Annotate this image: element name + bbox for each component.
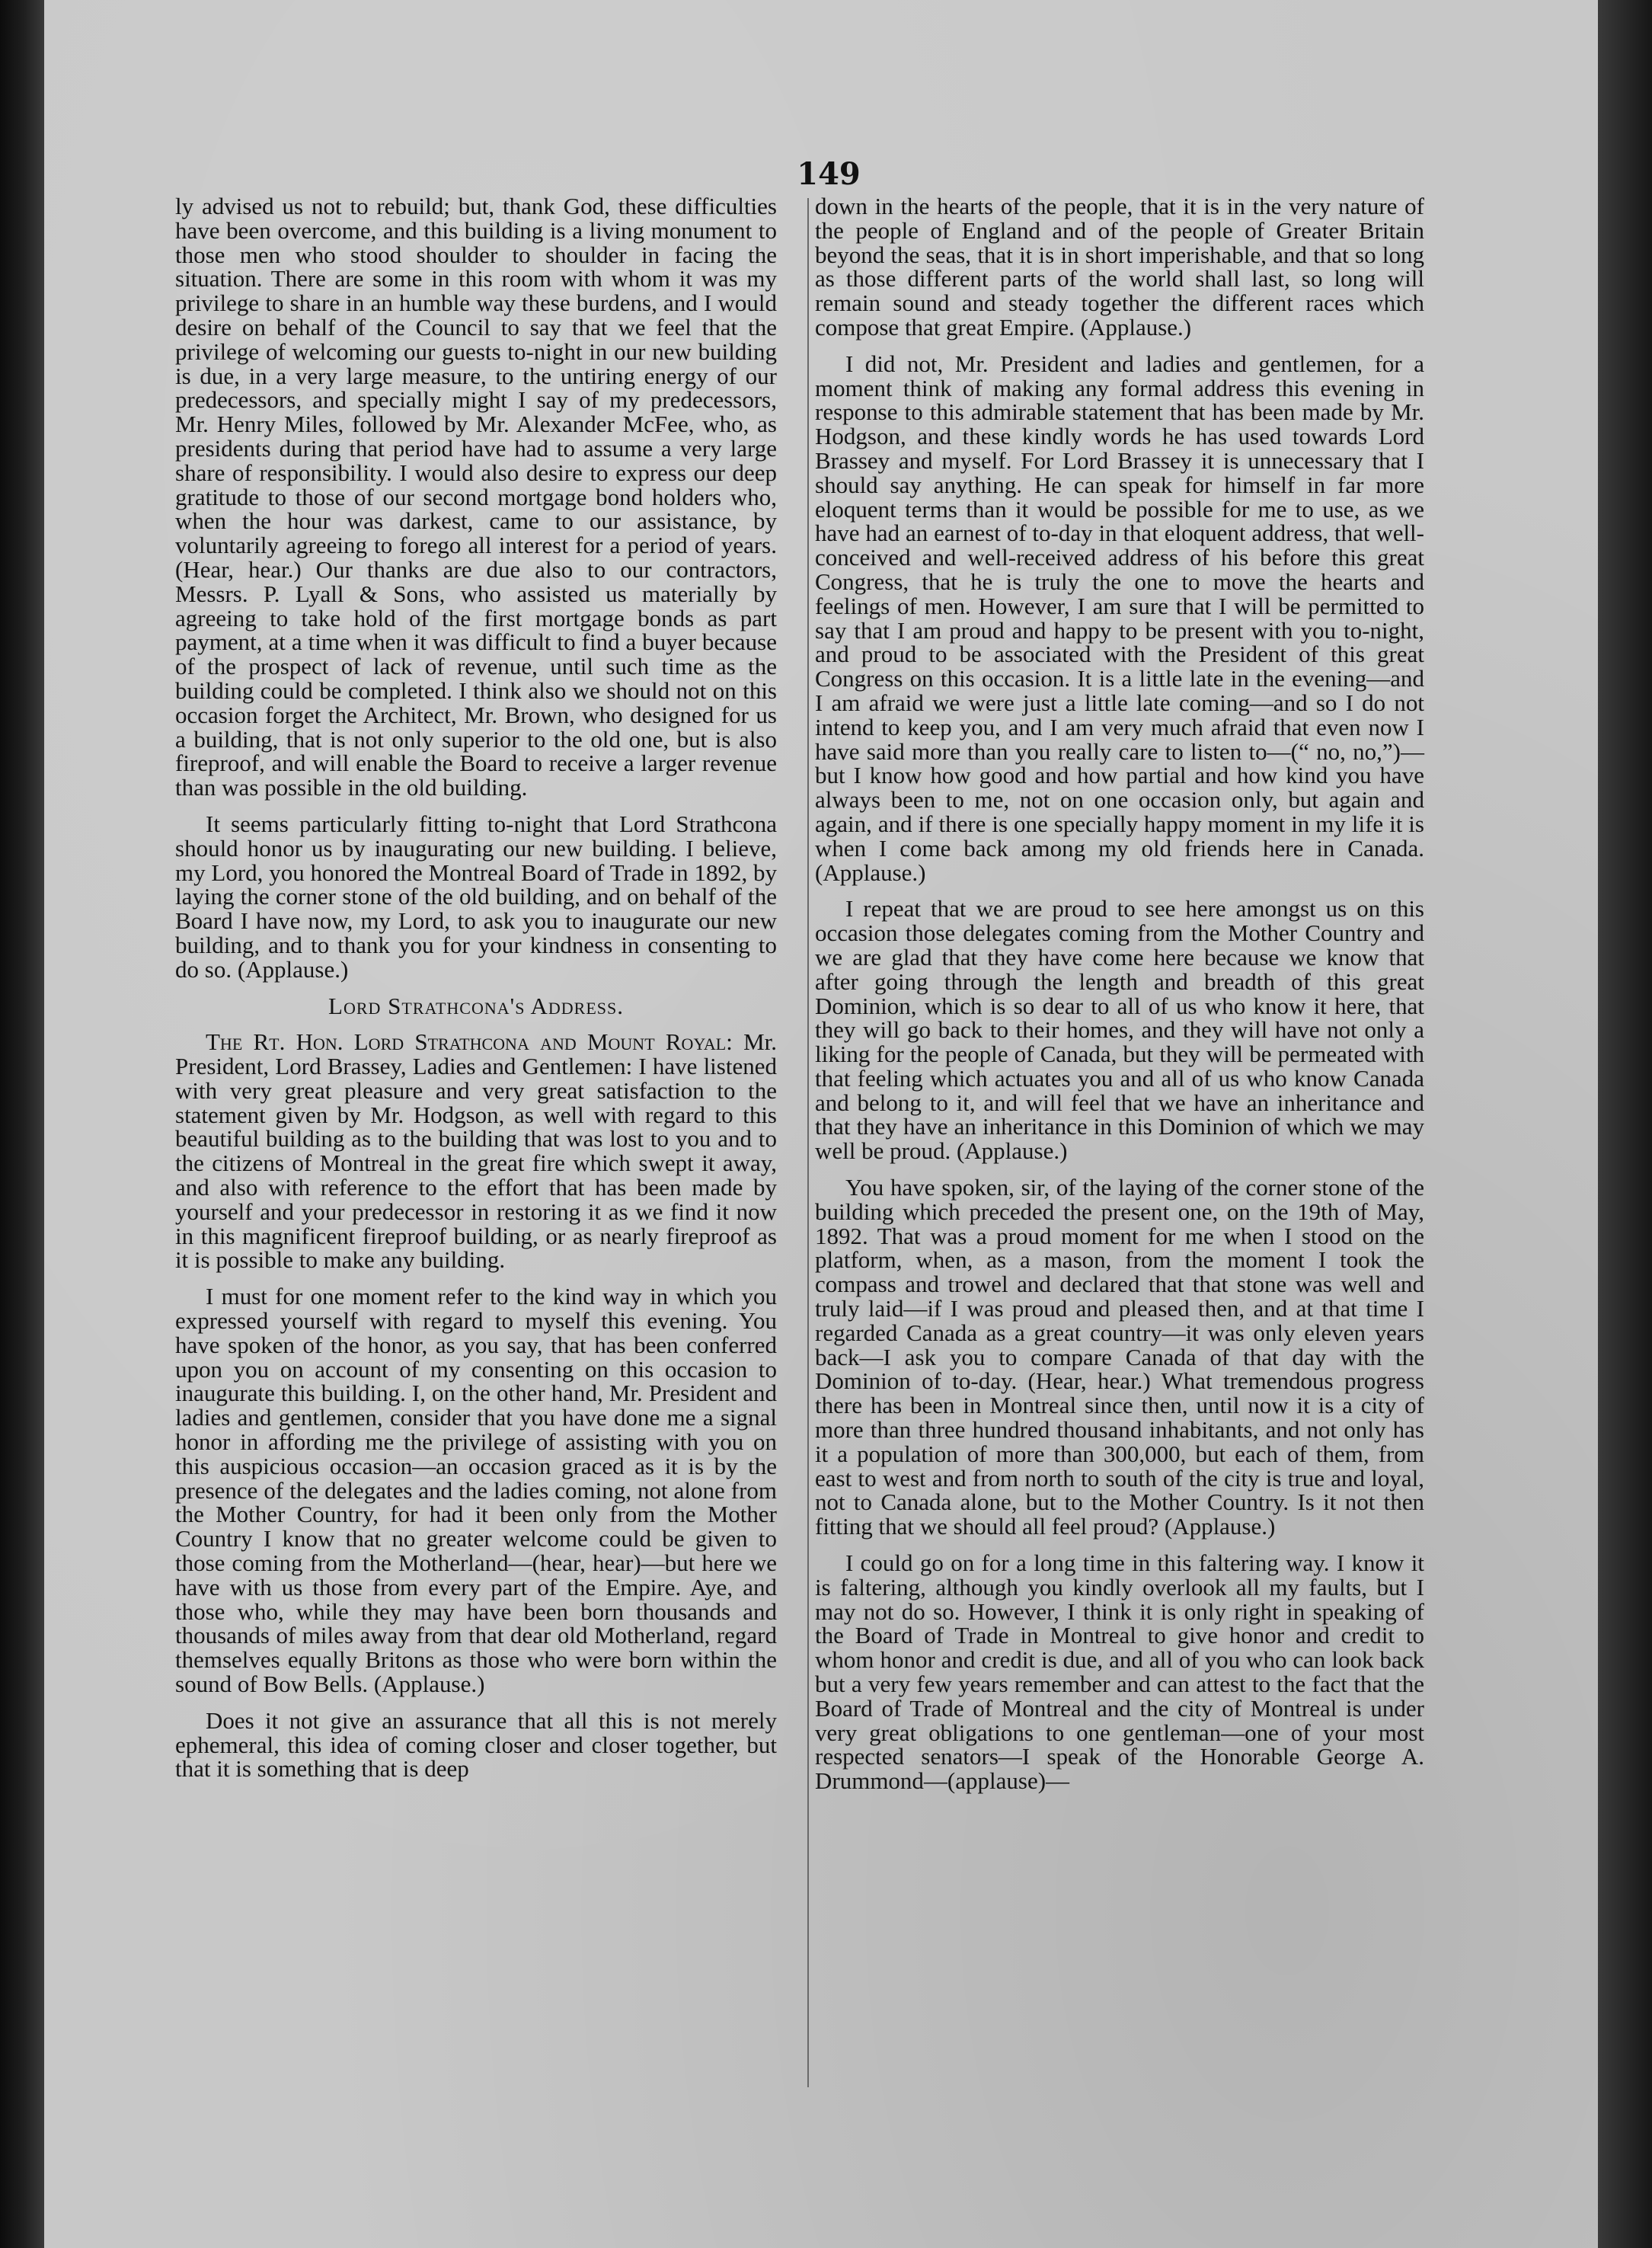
document-page (44, 0, 1598, 2248)
left-paragraph-3-text: Mr. President, Lord Brassey, Ladies and Gentlemen: I have listened with very great pleasure and very great satisfaction to the statement given by Mr. Hodgson, as well with regard to this beautiful building as to the building that was lost to you and to the citizens of Montreal in the great fire which swept it away, and also with reference to the effort that has been made by yourself and your predecessor in restoring it as we find it now in this magnificent fireproof building, or as nearly fireproof as it is possible to make any building. (175, 1028, 778, 1274)
section-heading: Lord Strathcona's Address. (328, 992, 624, 1019)
left-paragraph-5: Does it not give an assurance that all this is not merely ephemeral, this idea of coming closer and closer together, but that it is something that is deep (175, 1706, 777, 1783)
right-paragraph-4: You have spoken, sir, of the laying of the corner stone of the building which preceded the present one, on the 19th of May, 1892. That was a proud moment for me when I stood on the platform, when, as a mason, from the moment I took the compass and trowel and declared that that stone was well and truly laid—if I was proud and pleased then, and at that time I regarded Canada as a great country—it was only eleven years back—I ask you to compare Canada of that day with the Dominion of to-day. (Hear, hear.) What tremendous progress there has been in Montreal since then, until now it is a city of more than three hundred thousand inhabitants, and not only has it a population of more than 300,000, but each of them, from east to west and from north to south of the city is true and loyal, not to Canada alone, but to the Mother Country. Is it not then fitting that we should all feel proud? (Applause.) (815, 1174, 1424, 1540)
right-paragraph-1: down in the hearts of the people, that it is in the very nature of the people of England and of the people of Greater Britain beyond the seas, that it is in short imperishable, and that so long as those different parts of the world shall last, so long will remain sound and steady together the different races which compose that great Empire. (Applause.) (815, 193, 1424, 341)
page-edge-shadow (1598, 0, 1652, 2248)
speaker-name: The Rt. Hon. Lord Strathcona and Mount Royal: (206, 1028, 733, 1056)
left-column (175, 194, 777, 1793)
book-spine-shadow (0, 0, 44, 2248)
right-paragraph-3: I repeat that we are proud to see here amongst us on this occasion those delegates coming from the Mother Country and we are glad that they have come here because we know that after going through the length and breadth of this great Dominion, which is so dear to all of us who know it here, that they will go back to their homes, and they will have not only a liking for the people of Canada, but they will be permeated with that feeling which actuates you and all of us who know Canada and belong to it, and will feel that we have an inheritance and that they have an inheritance in this Dominion of which we may well be proud. (Applause.) (815, 895, 1424, 1165)
right-paragraph-5: I could go on for a long time in this faltering way. I know it is faltering, although you kindly overlook all my faults, but I may not do so. However, I think it is only right in speaking of the Board of Trade in Montreal to give honor and credit to whom honor and credit is due, and all of you who can look back but a very few years remember and can attest to the fact that the Board of Trade of Montreal and the city of Montreal is under very great obligations to one gentleman—one of your most respected senators—I speak of the Honorable George A. Drummond—(applause)— (815, 1549, 1424, 1795)
left-paragraph-1: ly advised us not to rebuild; but, thank God, these difficulties have been overcome, and this building is a living monument to those men who stood shoulder to shoulder in facing the situation. There are some in this room with whom it was my privilege to share in an humble way these burdens, and I would desire on behalf of the Council to say that we feel that the privilege of welcoming our guests to-night in our new building is due, in a very large measure, to the untiring energy of our predecessors, and specially might I say of my predecessors, Mr. Henry Miles, followed by Mr. Alexander McFee, who, as presidents during that period have had to assume a very large share of responsibility. I would also desire to express our deep gratitude to those of our second mortgage bond holders who, when the hour was darkest, came to our assistance, by voluntarily agreeing to forego all interest for a period of years. (Hear, hear.) Our thanks are due also to our contractors, Messrs. P. Lyall & Sons, who assisted us materially by agreeing to take hold of the first mortgage bonds as part payment, at a time when it was difficult to find a buyer because of the prospect of lack of revenue, until such time as the building could be completed. I think also we should not on this occasion forget the Architect, Mr. Brown, who designed for us a building, that is not only superior to the old one, but is also fireproof, and will enable the Board to receive a larger revenue than was possible in the old building. (175, 193, 777, 801)
left-paragraph-3 (175, 1030, 777, 1272)
right-column (815, 194, 1424, 1805)
left-paragraph-4: I must for one moment refer to the kind way in which you expressed yourself with regard to myself this evening. You have spoken of the honor, as you say, that has been conferred upon you on account of my consenting on this occasion to inaugurate this building. I, on the other hand, Mr. President and ladies and gentlemen, consider that you have done me a signal honor in affording me the privilege of assisting with you on this auspicious occasion—an occasion graced as it is by the presence of the delegates and the ladies coming, not alone from the Mother Country, for had it been only from the Mother Country I know that no greater welcome could be given to those coming from the Motherland—(hear, hear)—but here we have with us those from every part of the Empire. Aye, and those who, while they may have been born thousands and thousands of miles away from that dear old Motherland, regard themselves equally Britons as those who were born within the sound of Bow Bells. (Applause.) (175, 1283, 777, 1698)
column-divider (807, 198, 809, 2087)
page-number: 149 (797, 156, 861, 192)
left-paragraph-2: It seems particularly fitting to-night that Lord Strathcona should honor us by inaugurating our new building. I believe, my Lord, you honored the Montreal Board of Trade in 1892, by laying the corner stone of the old building, and on behalf of the Board I have now, my Lord, to ask you to inaugurate our new building, and to thank you for your kindness in consenting to do so. (Applause.) (175, 810, 777, 983)
right-paragraph-2: I did not, Mr. President and ladies and gentlemen, for a moment think of making any formal address this evening in response to this admirable statement that has been made by Mr. Hodgson, and these kindly words he has used towards Lord Brassey and myself. For Lord Brassey it is unnecessary that I should say anything. He can speak for himself in far more eloquent terms than it would be possible for me to use, as we have had an earnest of to-day in that eloquent address, that well-conceived and well-received address of his before this great Congress, that he is truly the one to move the hearts and feelings of men. However, I am sure that I will be permitted to say that I am proud and happy to be present with you to-night, and proud to be associated with the President of this great Congress on this occasion. It is a little late in the evening—and I am afraid we were just a little late coming—and so I do not intend to keep you, and I am very much afraid that even now I have said more than you really care to listen to—(“ no, no,”)—but I know how good and how partial and how kind you have always been to me, not on one occasion only, but again and again, and if there is one specially happy moment in my life it is when I come back among my old friends here in Canada. (Applause.) (815, 350, 1424, 886)
